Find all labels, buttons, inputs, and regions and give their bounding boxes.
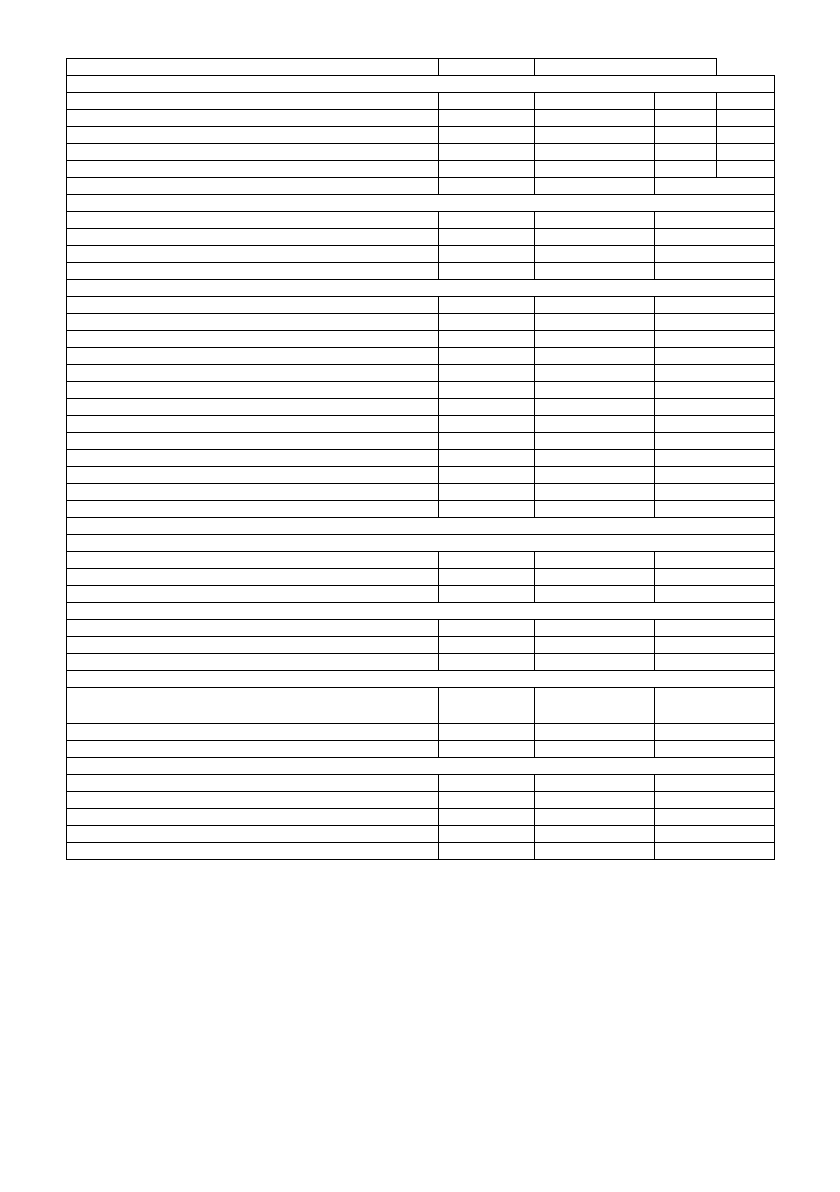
row-value-cell	[439, 110, 535, 127]
row-value-cell	[439, 467, 535, 484]
row-value-cell	[655, 450, 775, 467]
table-row	[67, 178, 775, 195]
row-label-cell	[67, 724, 439, 741]
table-row	[67, 688, 775, 724]
row-value-cell	[439, 93, 535, 110]
table-row	[67, 792, 775, 809]
table-row	[67, 297, 775, 314]
row-value-cell	[439, 144, 535, 161]
row-value-cell	[535, 297, 655, 314]
row-label-cell	[67, 620, 439, 637]
row-value-cell	[655, 569, 775, 586]
row-value-cell	[535, 792, 655, 809]
row-label-cell	[67, 144, 439, 161]
table-row	[67, 826, 775, 843]
row-value-cell	[655, 365, 775, 382]
data-table	[66, 58, 775, 860]
row-value-cell	[655, 637, 775, 654]
row-value-cell	[535, 110, 655, 127]
row-label-cell	[67, 365, 439, 382]
table-section-row	[67, 671, 775, 688]
row-value-cell	[655, 110, 717, 127]
row-label-cell	[67, 569, 439, 586]
row-value-cell	[655, 792, 775, 809]
row-value-cell	[535, 93, 655, 110]
section-label-cell	[67, 671, 775, 688]
row-label-cell	[67, 775, 439, 792]
row-label-cell	[67, 552, 439, 569]
row-label-cell	[67, 433, 439, 450]
table-section-row	[67, 195, 775, 212]
table-row	[67, 161, 775, 178]
row-label-cell	[67, 161, 439, 178]
table-section-row	[67, 76, 775, 93]
table-row	[67, 382, 775, 399]
table-row	[67, 416, 775, 433]
row-value-cell	[655, 416, 775, 433]
row-value-cell	[439, 263, 535, 280]
row-value-cell	[535, 144, 655, 161]
row-value-cell	[655, 484, 775, 501]
row-value-cell	[439, 331, 535, 348]
row-value-cell	[717, 161, 775, 178]
header-cell	[439, 59, 535, 76]
row-label-cell	[67, 586, 439, 603]
row-value-cell	[535, 365, 655, 382]
row-value-cell	[535, 178, 655, 195]
row-value-cell	[439, 501, 535, 518]
row-value-cell	[655, 161, 717, 178]
table-row	[67, 433, 775, 450]
row-value-cell	[655, 178, 775, 195]
row-value-cell	[439, 416, 535, 433]
row-label-cell	[67, 212, 439, 229]
row-value-cell	[535, 843, 655, 860]
row-value-cell	[535, 484, 655, 501]
table-row	[67, 399, 775, 416]
row-value-cell	[655, 843, 775, 860]
row-label-cell	[67, 809, 439, 826]
row-value-cell	[439, 348, 535, 365]
row-label-cell	[67, 314, 439, 331]
row-value-cell	[535, 331, 655, 348]
table-row	[67, 450, 775, 467]
section-label-cell	[67, 518, 775, 535]
row-value-cell	[717, 127, 775, 144]
row-value-cell	[439, 229, 535, 246]
table-section-row	[67, 603, 775, 620]
row-value-cell	[535, 263, 655, 280]
table-section-row	[67, 535, 775, 552]
table-section-row	[67, 758, 775, 775]
row-value-cell	[535, 382, 655, 399]
row-value-cell	[439, 246, 535, 263]
row-value-cell	[535, 552, 655, 569]
header-cell	[67, 59, 439, 76]
row-value-cell	[655, 724, 775, 741]
row-value-cell	[655, 382, 775, 399]
section-label-cell	[67, 603, 775, 620]
table-row	[67, 229, 775, 246]
table-row	[67, 314, 775, 331]
row-value-cell	[535, 688, 655, 724]
row-label-cell	[67, 637, 439, 654]
row-value-cell	[439, 161, 535, 178]
table-row	[67, 775, 775, 792]
row-label-cell	[67, 127, 439, 144]
table-row	[67, 569, 775, 586]
table-row	[67, 246, 775, 263]
row-label-cell	[67, 229, 439, 246]
row-value-cell	[439, 365, 535, 382]
row-value-cell	[655, 688, 775, 724]
row-value-cell	[655, 246, 775, 263]
row-value-cell	[439, 552, 535, 569]
row-value-cell	[655, 331, 775, 348]
row-value-cell	[535, 348, 655, 365]
row-value-cell	[717, 93, 775, 110]
row-value-cell	[535, 399, 655, 416]
row-label-cell	[67, 467, 439, 484]
row-value-cell	[655, 467, 775, 484]
row-value-cell	[439, 741, 535, 758]
row-label-cell	[67, 826, 439, 843]
row-value-cell	[439, 382, 535, 399]
row-value-cell	[655, 144, 717, 161]
row-value-cell	[535, 433, 655, 450]
row-value-cell	[655, 501, 775, 518]
row-label-cell	[67, 843, 439, 860]
table-row	[67, 637, 775, 654]
row-value-cell	[439, 178, 535, 195]
row-label-cell	[67, 331, 439, 348]
row-value-cell	[439, 586, 535, 603]
row-label-cell	[67, 178, 439, 195]
table-row	[67, 144, 775, 161]
row-value-cell	[439, 843, 535, 860]
row-value-cell	[535, 212, 655, 229]
row-value-cell	[655, 826, 775, 843]
row-label-cell	[67, 297, 439, 314]
row-value-cell	[655, 552, 775, 569]
table-row	[67, 586, 775, 603]
section-label-cell	[67, 195, 775, 212]
row-value-cell	[655, 314, 775, 331]
row-label-cell	[67, 654, 439, 671]
header-cell	[535, 59, 717, 76]
row-value-cell	[535, 467, 655, 484]
row-value-cell	[439, 688, 535, 724]
row-value-cell	[535, 501, 655, 518]
table-row	[67, 843, 775, 860]
row-value-cell	[535, 127, 655, 144]
row-value-cell	[439, 433, 535, 450]
table-row	[67, 501, 775, 518]
row-value-cell	[535, 775, 655, 792]
row-value-cell	[655, 93, 717, 110]
section-label-cell	[67, 535, 775, 552]
row-value-cell	[439, 314, 535, 331]
row-value-cell	[655, 127, 717, 144]
row-value-cell	[655, 809, 775, 826]
table-row	[67, 552, 775, 569]
table-row	[67, 724, 775, 741]
table-row	[67, 331, 775, 348]
row-value-cell	[655, 586, 775, 603]
row-value-cell	[439, 654, 535, 671]
row-value-cell	[655, 620, 775, 637]
row-label-cell	[67, 741, 439, 758]
row-label-cell	[67, 382, 439, 399]
row-value-cell	[439, 297, 535, 314]
table-row	[67, 127, 775, 144]
row-value-cell	[655, 212, 775, 229]
row-value-cell	[535, 314, 655, 331]
row-value-cell	[717, 110, 775, 127]
row-value-cell	[535, 809, 655, 826]
row-value-cell	[535, 724, 655, 741]
table-row	[67, 741, 775, 758]
row-value-cell	[535, 246, 655, 263]
row-value-cell	[535, 450, 655, 467]
row-label-cell	[67, 416, 439, 433]
row-value-cell	[439, 450, 535, 467]
section-label-cell	[67, 76, 775, 93]
row-value-cell	[535, 654, 655, 671]
row-value-cell	[535, 741, 655, 758]
table-row	[67, 654, 775, 671]
row-value-cell	[535, 416, 655, 433]
row-label-cell	[67, 110, 439, 127]
row-value-cell	[535, 161, 655, 178]
row-value-cell	[439, 569, 535, 586]
row-value-cell	[439, 637, 535, 654]
row-value-cell	[535, 620, 655, 637]
table-header-row	[67, 59, 775, 76]
row-value-cell	[655, 741, 775, 758]
row-value-cell	[439, 724, 535, 741]
row-value-cell	[439, 399, 535, 416]
row-value-cell	[655, 297, 775, 314]
table-sheet	[66, 58, 774, 860]
row-label-cell	[67, 263, 439, 280]
row-value-cell	[439, 212, 535, 229]
row-value-cell	[535, 569, 655, 586]
row-value-cell	[655, 229, 775, 246]
row-label-cell	[67, 484, 439, 501]
table-row	[67, 809, 775, 826]
table-row	[67, 467, 775, 484]
section-label-cell	[67, 280, 775, 297]
row-label-cell	[67, 450, 439, 467]
row-value-cell	[535, 637, 655, 654]
row-value-cell	[439, 826, 535, 843]
row-value-cell	[439, 792, 535, 809]
row-label-cell	[67, 348, 439, 365]
row-value-cell	[655, 348, 775, 365]
row-value-cell	[439, 775, 535, 792]
section-label-cell	[67, 758, 775, 775]
table-row	[67, 484, 775, 501]
row-value-cell	[717, 144, 775, 161]
table-row	[67, 93, 775, 110]
table-section-row	[67, 518, 775, 535]
table-row	[67, 620, 775, 637]
row-label-cell	[67, 501, 439, 518]
row-label-cell	[67, 399, 439, 416]
row-value-cell	[655, 654, 775, 671]
row-value-cell	[655, 399, 775, 416]
row-label-cell	[67, 688, 439, 724]
row-value-cell	[655, 433, 775, 450]
row-value-cell	[439, 620, 535, 637]
row-label-cell	[67, 246, 439, 263]
row-value-cell	[439, 809, 535, 826]
row-value-cell	[439, 484, 535, 501]
row-value-cell	[535, 826, 655, 843]
row-value-cell	[655, 775, 775, 792]
row-value-cell	[535, 229, 655, 246]
row-value-cell	[535, 586, 655, 603]
row-value-cell	[439, 127, 535, 144]
table-row	[67, 212, 775, 229]
row-label-cell	[67, 93, 439, 110]
row-label-cell	[67, 792, 439, 809]
table-row	[67, 348, 775, 365]
table-body	[67, 59, 775, 860]
table-row	[67, 110, 775, 127]
table-section-row	[67, 280, 775, 297]
row-value-cell	[655, 263, 775, 280]
table-row	[67, 365, 775, 382]
table-row	[67, 263, 775, 280]
